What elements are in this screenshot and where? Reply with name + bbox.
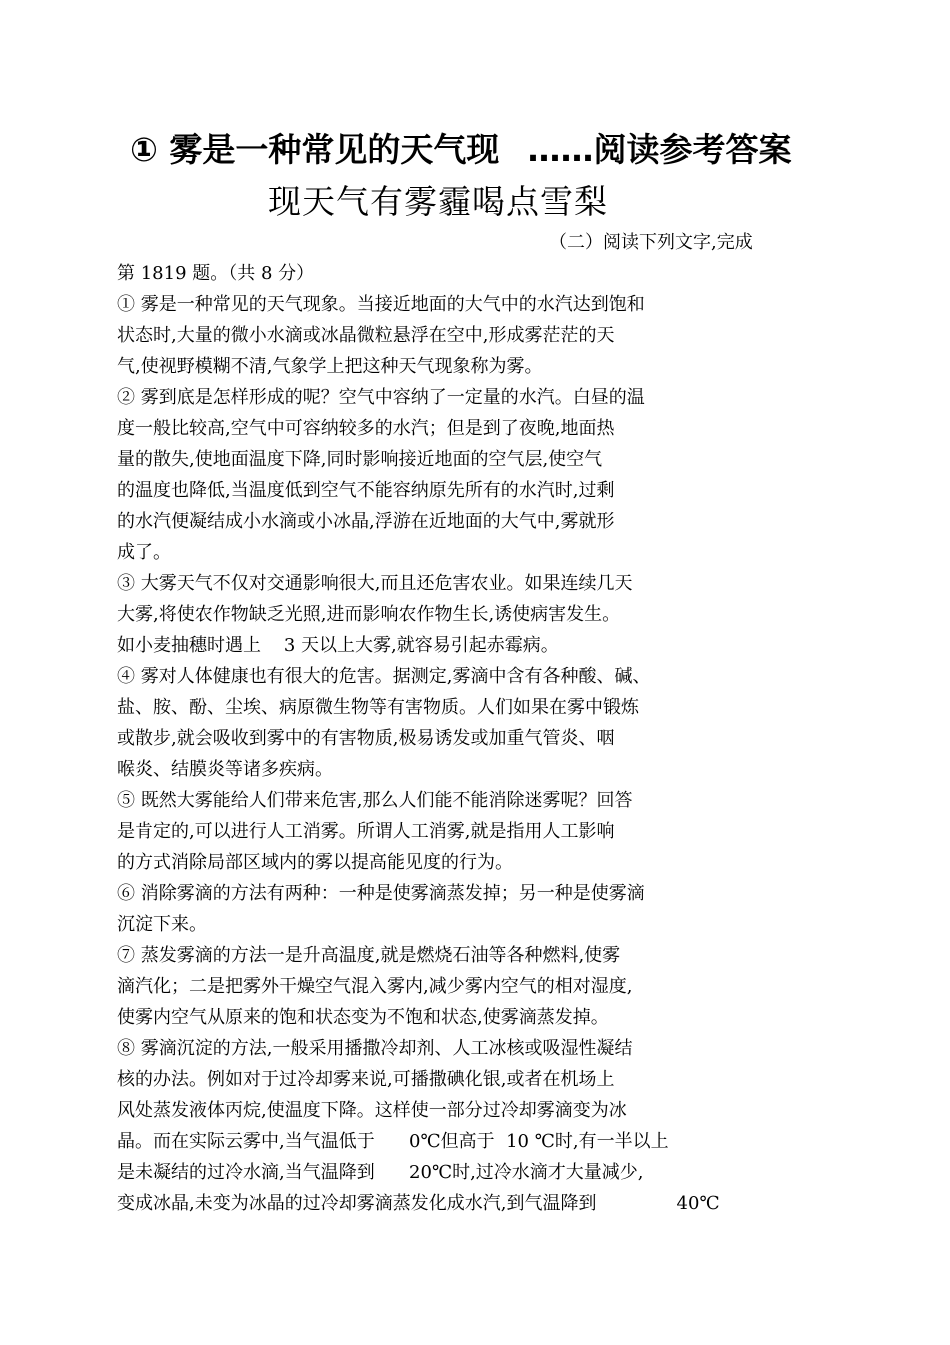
body-line: 是未凝结的过冷水滴,当气温降到 20℃时,过冷水滴才大量减少,	[117, 1162, 644, 1183]
body-line: 是肯定的,可以进行人工消雾。所谓人工消雾,就是指用人工影响	[117, 821, 615, 842]
body-line: 大雾,将使农作物缺乏光照,进而影响农作物生长,诱使病害发生。	[117, 604, 621, 625]
body-line: ⑧ 雾滴沉淀的方法,一般采用播撒冷却剂、人工冰核或吸湿性凝结	[117, 1038, 633, 1059]
document-title	[130, 126, 791, 174]
body-line: 量的散失,使地面温度下降,同时影响接近地面的空气层,使空气	[117, 449, 603, 470]
body-line: 使雾内空气从原来的饱和状态变为不饱和状态,使雾滴蒸发掉。	[117, 1007, 609, 1028]
body-line: 变成冰晶,未变为冰晶的过冷却雾滴蒸发化成水汽,到气温降到 40℃	[117, 1193, 720, 1214]
body-line: ⑤ 既然大雾能给人们带来危害,那么人们能不能消除迷雾呢？回答	[117, 790, 633, 811]
body-line: 沉淀下来。	[117, 914, 207, 935]
body-line: 气,使视野模糊不清,气象学上把这种天气现象称为雾。	[117, 356, 543, 377]
body-line: 如小麦抽穗时遇上 3 天以上大雾,就容易引起赤霉病。	[117, 635, 559, 656]
body-line: 的方式消除局部区域内的雾以提高能见度的行为。	[117, 852, 513, 873]
body-line: 第 1819 题。（共 8 分）	[117, 263, 315, 284]
body-line: 或散步,就会吸收到雾中的有害物质,极易诱发或加重气管炎、咽	[117, 728, 615, 749]
body-line: 度一般比较高,空气中可容纳较多的水汽；但是到了夜晚,地面热	[117, 418, 615, 439]
body-line: 的水汽便凝结成小水滴或小冰晶,浮游在近地面的大气中,雾就形	[117, 511, 615, 532]
body-line: ③ 大雾天气不仅对交通影响很大,而且还危害农业。如果连续几天	[117, 573, 633, 594]
article-body	[117, 258, 837, 1219]
body-line: ② 雾到底是怎样形成的呢？空气中容纳了一定量的水汽。白昼的温	[117, 387, 645, 408]
body-line: 风处蒸发液体丙烷,使温度下降。这样使一部分过冷却雾滴变为冰	[117, 1100, 627, 1121]
body-line: 的温度也降低,当温度低到空气不能容纳原先所有的水汽时,过剩	[117, 480, 615, 501]
body-line: ① 雾是一种常见的天气现象。当接近地面的大气中的水汽达到饱和	[117, 294, 645, 315]
document-subtitle: 现天气有雾霾喝点雪梨	[268, 182, 608, 221]
body-line: ④ 雾对人体健康也有很大的危害。据测定,雾滴中含有各种酸、碱、	[117, 666, 651, 687]
body-line: 喉炎、结膜炎等诸多疾病。	[117, 759, 333, 780]
body-line: 成了。	[117, 542, 171, 563]
title-tail: ……阅读参考答案	[527, 130, 792, 169]
body-line: 状态时,大量的微小水滴或冰晶微粒悬浮在空中,形成雾茫茫的天	[117, 325, 615, 346]
section-heading: （二）阅读下列文字,完成	[549, 232, 753, 253]
body-line: ⑦ 蒸发雾滴的方法一是升高温度,就是燃烧石油等各种燃料,使雾	[117, 945, 621, 966]
body-line: ⑥ 消除雾滴的方法有两种：一种是使雾滴蒸发掉；另一种是使雾滴	[117, 883, 645, 904]
body-line: 滴汽化；二是把雾外干燥空气混入雾内,减少雾内空气的相对湿度,	[117, 976, 633, 997]
title-main: ① 雾是一种常见的天气现	[130, 130, 500, 169]
body-line: 核的办法。例如对于过冷却雾来说,可播撒碘化银,或者在机场上	[117, 1069, 615, 1090]
body-line: 盐、胺、酚、尘埃、病原微生物等有害物质。人们如果在雾中锻炼	[117, 697, 639, 718]
body-line: 晶。而在实际云雾中,当气温低于 0℃但高于 10 ℃时,有一半以上	[117, 1131, 669, 1152]
